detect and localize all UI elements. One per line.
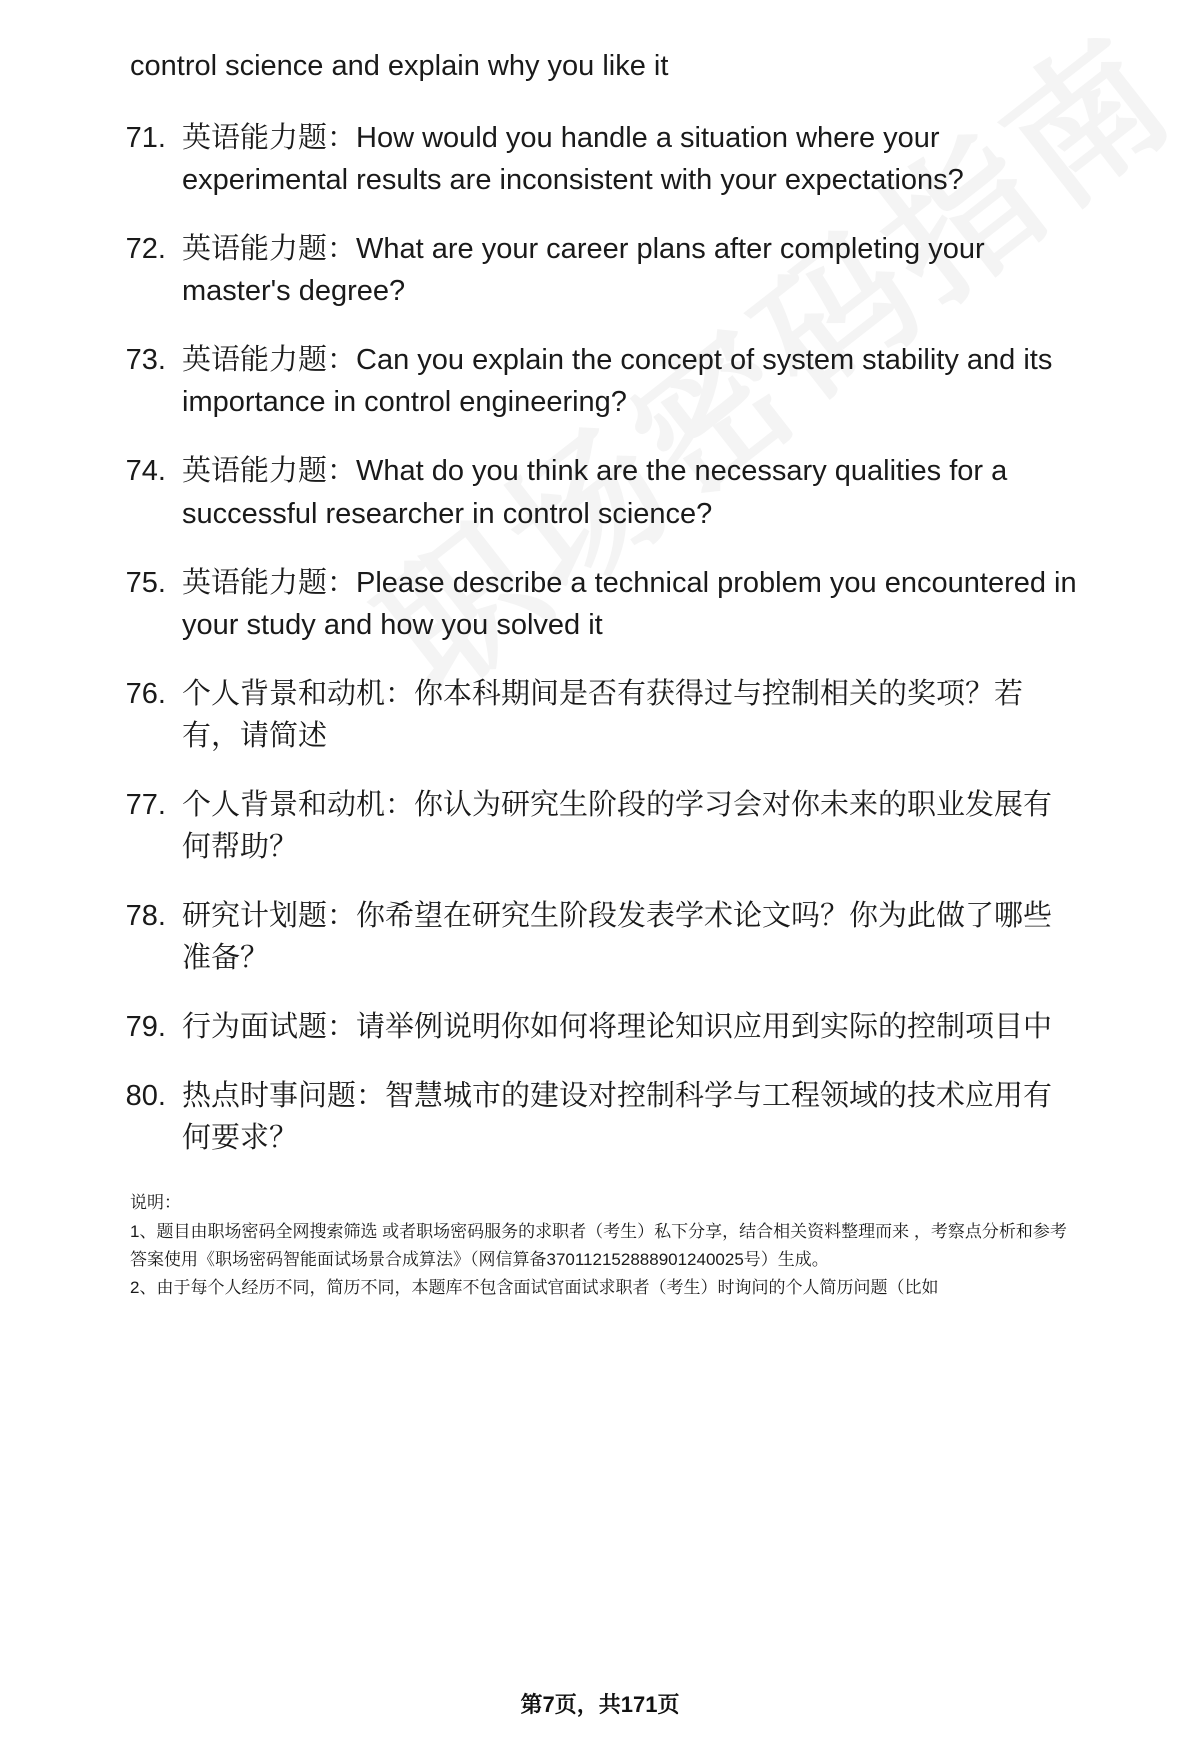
notes-section <box>120 1189 1080 1302</box>
question-number: 79. <box>125 1010 166 1043</box>
question-number: 77. <box>125 788 166 821</box>
list-item <box>120 562 1080 646</box>
question-list <box>120 117 1080 1159</box>
question-text: 英语能力题：What do you think are the necessary qualities for a successful researcher in control science? <box>182 455 1008 530</box>
question-text: 英语能力题：What are your career plans after completing your master's degree? <box>182 233 985 308</box>
question-number: 76. <box>125 677 166 710</box>
question-text: 英语能力题：Can you explain the concept of system stability and its importance in control engineering? <box>182 344 1053 419</box>
question-text: 英语能力题：How would you handle a situation where your experimental results are inconsistent with your expectations? <box>182 122 964 197</box>
list-item <box>120 1075 1080 1159</box>
question-text: 行为面试题：请举例说明你如何将理论知识应用到实际的控制项目中 <box>182 1010 1053 1043</box>
list-item <box>120 784 1080 868</box>
question-text: 个人背景和动机：你本科期间是否有获得过与控制相关的奖项？若有，请简述 <box>182 677 1024 752</box>
question-number: 75. <box>125 566 166 599</box>
question-text: 英语能力题：Please describe a technical problem you encountered in your study and how you solved it <box>182 566 1077 641</box>
note-line: 1、题目由职场密码全网搜索筛选 或者职场密码服务的求职者（考生）私下分享，结合相关资料整理而来 ，考察点分析和参考答案使用《职场密码智能面试场景合成算法》（网信算备370112152888901240025号）生成。 <box>130 1222 1067 1269</box>
continued-text: control science and explain why you like it <box>130 50 669 82</box>
question-number: 71. <box>125 122 166 155</box>
question-text: 研究计划题：你希望在研究生阶段发表学术论文吗？你为此做了哪些准备？ <box>182 899 1053 974</box>
notes-title: 说明： <box>130 1193 181 1213</box>
question-number: 78. <box>125 899 166 932</box>
page-footer: 第7页，共171页 <box>520 1692 680 1717</box>
question-text: 热点时事问题：智慧城市的建设对控制科学与工程领域的技术应用有何要求？ <box>182 1079 1053 1155</box>
list-item <box>120 895 1080 979</box>
list-item <box>120 450 1080 534</box>
list-item <box>120 117 1080 201</box>
list-item <box>120 228 1080 312</box>
list-item <box>120 339 1080 423</box>
list-item <box>120 1006 1080 1048</box>
question-text: 个人背景和动机：你认为研究生阶段的学习会对你未来的职业发展有何帮助？ <box>182 788 1053 863</box>
question-number: 74. <box>125 455 166 488</box>
question-number: 73. <box>125 344 166 377</box>
question-number: 80. <box>125 1079 166 1112</box>
question-number: 72. <box>125 233 166 266</box>
list-item <box>120 673 1080 757</box>
note-line: 2、由于每个人经历不同，简历不同，本题库不包含面试官面试求职者（考生）时询问的个人简历问题（比如 <box>130 1278 939 1298</box>
